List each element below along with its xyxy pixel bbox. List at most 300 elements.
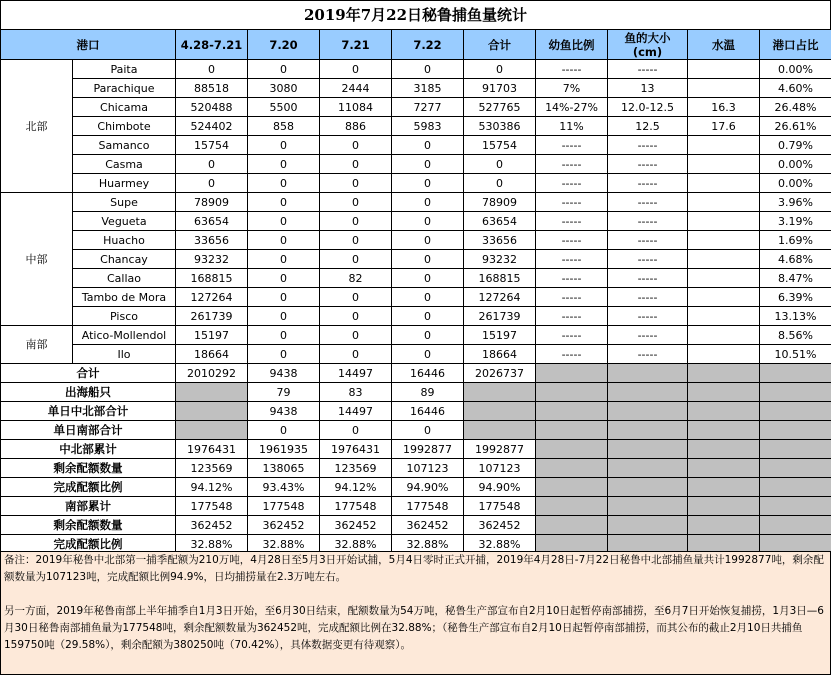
summary-value: 94.90% [392,478,464,497]
summary-label: 合计 [1,364,176,383]
summary-blank [688,459,760,478]
port-share: 3.96% [760,193,831,212]
catch-721: 0 [320,231,392,250]
total-catch: 127264 [464,288,536,307]
summary-blank [608,478,688,497]
summary-blank [536,421,608,440]
summary-label: 中北部累计 [1,440,176,459]
summary-row [1,497,831,516]
summary-value: 32.88% [464,535,536,554]
period-catch: 168815 [176,269,248,288]
summary-value: 32.88% [176,535,248,554]
summary-value: 1976431 [176,440,248,459]
summary-row [1,440,831,459]
summary-row [1,459,831,478]
port-name: Callao [73,269,176,288]
total-catch: 530386 [464,117,536,136]
total-catch: 63654 [464,212,536,231]
summary-value: 94.12% [320,478,392,497]
summary-value: 94.12% [176,478,248,497]
total-catch: 78909 [464,193,536,212]
table-row [1,155,831,174]
total-catch: 15754 [464,136,536,155]
catch-722: 0 [392,136,464,155]
catch-721: 82 [320,269,392,288]
summary-blank [688,402,760,421]
header-day-722: 7.22 [392,30,464,60]
water-temp [688,60,760,79]
fish-size: ----- [608,231,688,250]
water-temp [688,212,760,231]
catch-721: 0 [320,174,392,193]
summary-blank [536,383,608,402]
period-catch: 127264 [176,288,248,307]
catch-720: 3080 [248,79,320,98]
summary-label: 剩余配额数量 [1,459,176,478]
summary-blank [760,516,831,535]
summary-value: 177548 [392,497,464,516]
water-temp [688,79,760,98]
catch-722: 0 [392,174,464,193]
catch-721: 0 [320,307,392,326]
summary-row [1,421,831,440]
summary-value: 1992877 [392,440,464,459]
period-catch: 93232 [176,250,248,269]
catch-721: 0 [320,60,392,79]
summary-blank [536,478,608,497]
juvenile-ratio: ----- [536,269,608,288]
fish-size: ----- [608,307,688,326]
total-catch: 91703 [464,79,536,98]
summary-label: 完成配额比例 [1,535,176,554]
table-row [1,231,831,250]
summary-blank [608,459,688,478]
summary-blank [536,459,608,478]
period-catch: 0 [176,174,248,193]
summary-blank [608,497,688,516]
summary-row [1,402,831,421]
summary-row [1,478,831,497]
period-catch: 524402 [176,117,248,136]
region-label-north: 北部 [1,60,73,193]
port-share: 3.19% [760,212,831,231]
header-port: 港口 [1,30,176,60]
port-share: 26.48% [760,98,831,117]
port-share: 0.00% [760,60,831,79]
water-temp [688,193,760,212]
summary-row [1,364,831,383]
table-row [1,98,831,117]
summary-value: 94.90% [464,478,536,497]
fish-size: 13 [608,79,688,98]
catch-721: 0 [320,288,392,307]
juvenile-ratio: ----- [536,136,608,155]
header-port-share: 港口占比 [760,30,831,60]
catch-720: 0 [248,250,320,269]
summary-value: 362452 [464,516,536,535]
water-temp [688,269,760,288]
summary-blank [760,478,831,497]
catch-722: 0 [392,269,464,288]
summary-value [464,402,536,421]
fish-size: ----- [608,269,688,288]
catch-720: 0 [248,155,320,174]
port-share: 1.69% [760,231,831,250]
port-name: Chimbote [73,117,176,136]
water-temp [688,155,760,174]
catch-721: 0 [320,326,392,345]
catch-722: 7277 [392,98,464,117]
water-temp [688,250,760,269]
juvenile-ratio: 11% [536,117,608,136]
catch-720: 0 [248,326,320,345]
juvenile-ratio: ----- [536,307,608,326]
catch-721: 0 [320,250,392,269]
summary-blank [688,440,760,459]
port-share: 4.60% [760,79,831,98]
water-temp [688,231,760,250]
catch-720: 0 [248,193,320,212]
summary-value: 83 [320,383,392,402]
port-name: Ilo [73,345,176,364]
summary-value: 362452 [248,516,320,535]
summary-label: 南部累计 [1,497,176,516]
summary-value: 0 [248,421,320,440]
fish-size: ----- [608,212,688,231]
port-name: Chicama [73,98,176,117]
summary-label: 单日中北部合计 [1,402,176,421]
page-title: 2019年7月22日秘鲁捕鱼量统计 [0,0,831,30]
catch-721: 886 [320,117,392,136]
juvenile-ratio: ----- [536,231,608,250]
catch-722: 0 [392,307,464,326]
catch-720: 0 [248,345,320,364]
water-temp [688,307,760,326]
port-share: 13.13% [760,307,831,326]
catch-720: 858 [248,117,320,136]
header-row [1,30,831,60]
summary-blank [760,459,831,478]
summary-value: 138065 [248,459,320,478]
total-catch: 18664 [464,345,536,364]
summary-blank [608,383,688,402]
table-row [1,250,831,269]
summary-blank [536,497,608,516]
table-row [1,269,831,288]
catch-722: 5983 [392,117,464,136]
summary-value: 0 [320,421,392,440]
catch-721: 2444 [320,79,392,98]
header-fish-size: 鱼的大小 (cm) [608,30,688,60]
juvenile-ratio: 14%-27% [536,98,608,117]
juvenile-ratio: ----- [536,155,608,174]
fish-size: ----- [608,288,688,307]
summary-blank [760,440,831,459]
summary-value: 0 [392,421,464,440]
summary-value: 123569 [320,459,392,478]
summary-value: 107123 [392,459,464,478]
catch-720: 0 [248,307,320,326]
remark-south: 另一方面，2019年秘鲁南部上半年捕季自1月3日开始，至6月30日结束，配额数量为54万吨，秘鲁生产部宣布自2月10日起暂停南部捕捞，至6月7日开始恢复捕捞，1月3日—6月30日秘鲁南部捕鱼量为177548吨，剩余配额数量为362452吨，完成配额比例在32.88%；（秘鲁生产部宣布自2月10日起暂停南部捕捞，而其公布的截止2月10日共捕鱼159750吨（29.58%），剩余配额为380250吨（70.42%），具体数据变更有待观察）。 [4,605,824,651]
header-day-721: 7.21 [320,30,392,60]
summary-value [176,421,248,440]
total-catch: 0 [464,174,536,193]
catch-721: 0 [320,193,392,212]
remarks-box [0,551,831,675]
catch-721: 0 [320,212,392,231]
remark-spacer [4,586,827,603]
total-catch: 93232 [464,250,536,269]
port-share: 6.39% [760,288,831,307]
fish-size: ----- [608,136,688,155]
summary-blank [688,497,760,516]
summary-blank [688,383,760,402]
catch-722: 0 [392,231,464,250]
summary-blank [536,516,608,535]
fish-size: 12.5 [608,117,688,136]
summary-value: 9438 [248,402,320,421]
summary-label: 单日南部合计 [1,421,176,440]
catch-720: 0 [248,60,320,79]
summary-blank [688,421,760,440]
catch-720: 0 [248,269,320,288]
header-day-720: 7.20 [248,30,320,60]
water-temp: 17.6 [688,117,760,136]
summary-value: 9438 [248,364,320,383]
port-name: Pisco [73,307,176,326]
port-name: Vegueta [73,212,176,231]
catch-table [0,29,831,554]
summary-blank [608,364,688,383]
table-row [1,326,831,345]
port-name: Samanco [73,136,176,155]
summary-value: 2010292 [176,364,248,383]
summary-blank [760,364,831,383]
table-row [1,193,831,212]
port-share: 10.51% [760,345,831,364]
catch-721: 0 [320,155,392,174]
period-catch: 63654 [176,212,248,231]
region-label-central: 中部 [1,193,73,326]
fish-size: ----- [608,60,688,79]
juvenile-ratio: ----- [536,212,608,231]
header-juvenile-ratio: 幼鱼比例 [536,30,608,60]
summary-blank [536,364,608,383]
total-catch: 527765 [464,98,536,117]
summary-value: 14497 [320,402,392,421]
summary-value: 32.88% [248,535,320,554]
summary-blank [688,478,760,497]
summary-value: 177548 [464,497,536,516]
summary-value [176,383,248,402]
summary-value: 362452 [176,516,248,535]
header-period: 4.28-7.21 [176,30,248,60]
fish-size: ----- [608,250,688,269]
summary-label: 剩余配额数量 [1,516,176,535]
port-name: Supe [73,193,176,212]
period-catch: 15754 [176,136,248,155]
summary-value: 16446 [392,402,464,421]
juvenile-ratio: ----- [536,250,608,269]
summary-value: 32.88% [320,535,392,554]
port-share: 26.61% [760,117,831,136]
summary-value: 177548 [248,497,320,516]
period-catch: 33656 [176,231,248,250]
total-catch: 0 [464,60,536,79]
port-name: Paita [73,60,176,79]
summary-value: 93.43% [248,478,320,497]
summary-value: 177548 [320,497,392,516]
summary-value [464,383,536,402]
summary-value: 89 [392,383,464,402]
catch-722: 0 [392,326,464,345]
water-temp [688,288,760,307]
table-row [1,174,831,193]
juvenile-ratio: ----- [536,60,608,79]
juvenile-ratio: ----- [536,288,608,307]
summary-value: 16446 [392,364,464,383]
table-row [1,79,831,98]
summary-value: 362452 [392,516,464,535]
catch-720: 0 [248,288,320,307]
total-catch: 33656 [464,231,536,250]
water-temp [688,345,760,364]
port-name: Huacho [73,231,176,250]
summary-value [464,421,536,440]
total-catch: 0 [464,155,536,174]
total-catch: 168815 [464,269,536,288]
summary-blank [760,421,831,440]
water-temp [688,174,760,193]
fish-size: ----- [608,193,688,212]
summary-value: 107123 [464,459,536,478]
summary-blank [608,440,688,459]
port-share: 0.00% [760,174,831,193]
table-row [1,60,831,79]
summary-label: 出海船只 [1,383,176,402]
water-temp: 16.3 [688,98,760,117]
summary-blank [760,497,831,516]
summary-value: 32.88% [392,535,464,554]
fish-size: 12.0-12.5 [608,98,688,117]
summary-blank [688,364,760,383]
port-share: 8.56% [760,326,831,345]
catch-721: 0 [320,136,392,155]
catch-722: 0 [392,212,464,231]
summary-blank [760,383,831,402]
port-name: Parachique [73,79,176,98]
catch-722: 3185 [392,79,464,98]
port-share: 0.00% [760,155,831,174]
juvenile-ratio: 7% [536,79,608,98]
summary-row [1,383,831,402]
summary-blank [760,402,831,421]
juvenile-ratio: ----- [536,174,608,193]
summary-row [1,516,831,535]
header-total: 合计 [464,30,536,60]
summary-value [176,402,248,421]
port-name: Chancay [73,250,176,269]
juvenile-ratio: ----- [536,326,608,345]
period-catch: 78909 [176,193,248,212]
period-catch: 520488 [176,98,248,117]
catch-721: 11084 [320,98,392,117]
catch-720: 0 [248,136,320,155]
table-row [1,117,831,136]
table-row [1,307,831,326]
catch-720: 0 [248,231,320,250]
remark-north: 备注：2019年秘鲁中北部第一捕季配额为210万吨，4月28日至5月3日开始试捕，5月4日零时正式开捕，2019年4月28日-7月22日秘鲁中北部捕鱼量共计1992877吨，剩余配额数量为107123吨，完成配额比例94.9%，日均捕捞量在2.3万吨左右。 [4,554,824,583]
region-label-south: 南部 [1,326,73,364]
period-catch: 0 [176,60,248,79]
summary-blank [688,516,760,535]
catch-722: 0 [392,60,464,79]
port-name: Atico-Mollendol [73,326,176,345]
port-share: 8.47% [760,269,831,288]
summary-blank [608,421,688,440]
period-catch: 261739 [176,307,248,326]
table-row [1,212,831,231]
period-catch: 15197 [176,326,248,345]
summary-label: 完成配额比例 [1,478,176,497]
table-row [1,345,831,364]
summary-value: 123569 [176,459,248,478]
period-catch: 0 [176,155,248,174]
catch-722: 0 [392,345,464,364]
catch-720: 0 [248,212,320,231]
catch-720: 5500 [248,98,320,117]
port-name: Casma [73,155,176,174]
fish-size: ----- [608,345,688,364]
juvenile-ratio: ----- [536,193,608,212]
port-share: 4.68% [760,250,831,269]
catch-722: 0 [392,155,464,174]
summary-blank [536,440,608,459]
catch-722: 0 [392,250,464,269]
summary-blank [608,402,688,421]
juvenile-ratio: ----- [536,345,608,364]
period-catch: 88518 [176,79,248,98]
period-catch: 18664 [176,345,248,364]
catch-721: 0 [320,345,392,364]
summary-value: 177548 [176,497,248,516]
catch-722: 0 [392,288,464,307]
port-name: Huarmey [73,174,176,193]
summary-blank [608,516,688,535]
port-share: 0.79% [760,136,831,155]
summary-value: 362452 [320,516,392,535]
water-temp [688,136,760,155]
table-row [1,136,831,155]
summary-value: 2026737 [464,364,536,383]
catch-720: 0 [248,174,320,193]
table-row [1,288,831,307]
summary-value: 14497 [320,364,392,383]
fish-size: ----- [608,326,688,345]
summary-value: 1961935 [248,440,320,459]
catch-722: 0 [392,193,464,212]
summary-value: 1992877 [464,440,536,459]
header-water-temp: 水温 [688,30,760,60]
fish-size: ----- [608,155,688,174]
summary-value: 1976431 [320,440,392,459]
total-catch: 15197 [464,326,536,345]
summary-value: 79 [248,383,320,402]
water-temp [688,326,760,345]
port-name: Tambo de Mora [73,288,176,307]
total-catch: 261739 [464,307,536,326]
fish-size: ----- [608,174,688,193]
